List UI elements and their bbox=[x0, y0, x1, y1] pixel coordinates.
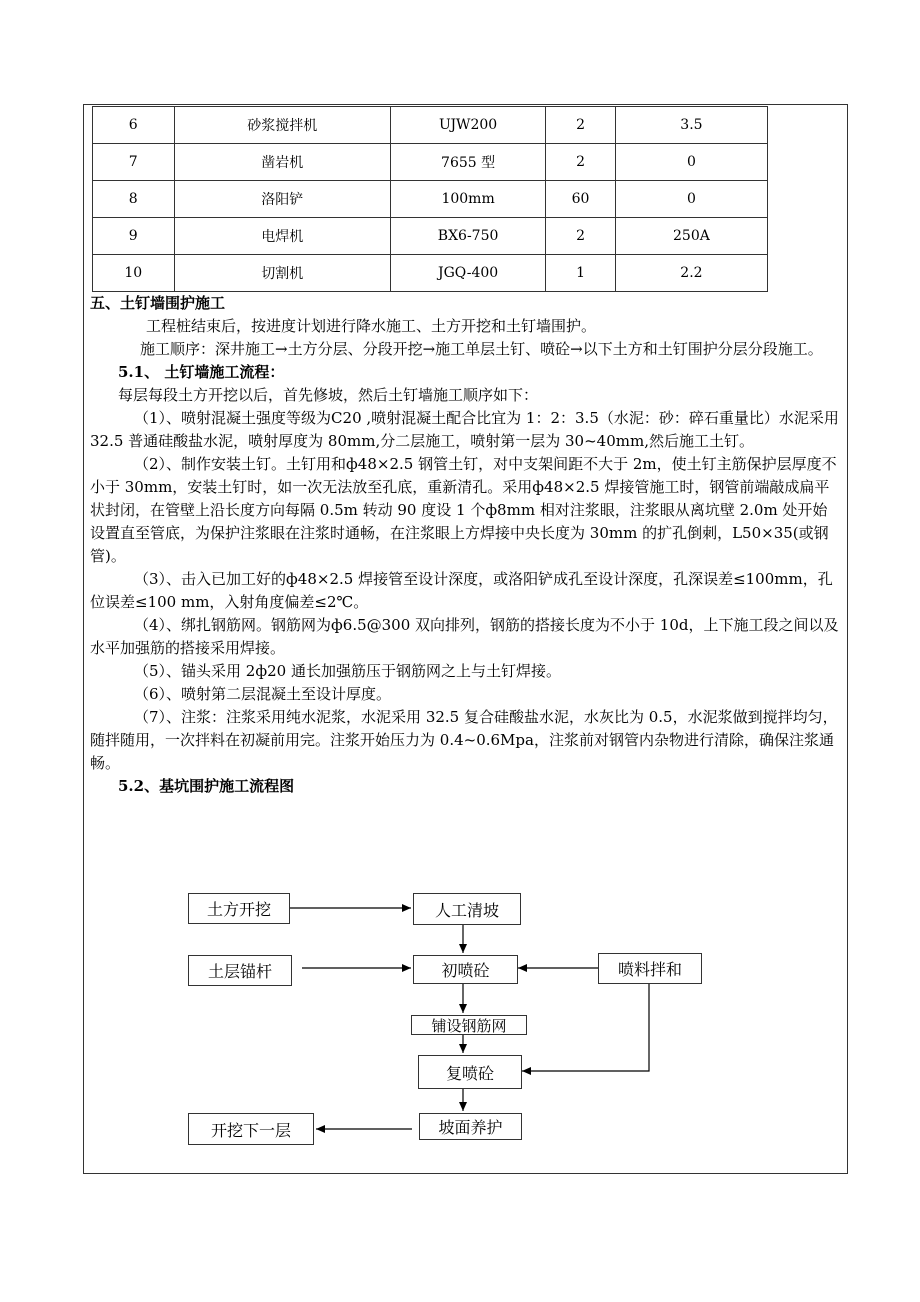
flow-box-excavate: 土方开挖 bbox=[188, 893, 290, 924]
cell-name: 砂浆搅拌机 bbox=[174, 107, 390, 144]
cell-model: 100mm bbox=[390, 181, 545, 218]
step-5: （5）、锚头采用 2ф20 通长加强筋压于钢筋网之上与土钉焊接。 bbox=[134, 662, 561, 680]
cell-qty: 2 bbox=[546, 218, 616, 255]
flow-box-mix: 喷料拌和 bbox=[598, 953, 702, 984]
step-4: （4）、绑扎钢筋网。钢筋网为ф6.5@300 双向排列，钢筋的搭接长度为不小于 10d，上下施工段之间以及水平加强筋的搭接采用焊接。 bbox=[90, 616, 839, 657]
section-5-paragraph-1: 工程桩结束后，按进度计划进行降水施工、土方开挖和土钉墙围护。 bbox=[146, 317, 597, 335]
flow-box-next-layer: 开挖下一层 bbox=[188, 1113, 314, 1145]
cell-qty: 1 bbox=[546, 255, 616, 292]
section-5-title: 五、土钉墙围护施工 bbox=[90, 294, 226, 312]
cell-qty: 60 bbox=[546, 181, 616, 218]
cell-model: BX6-750 bbox=[390, 218, 545, 255]
cell-no: 7 bbox=[93, 144, 175, 181]
step-3: （3）、击入已加工好的ф48×2.5 焊接管至设计深度，或洛阳铲成孔至设计深度，孔深误差≤100mm，孔位误差≤100 mm，入射角度偏差≤2℃。 bbox=[90, 570, 833, 611]
cell-power: 2.2 bbox=[615, 255, 767, 292]
section-5-1-intro: 每层每段土方开挖以后，首先修坡，然后土钉墙施工顺序如下： bbox=[118, 386, 539, 404]
section-5-1-title: 5.1、 土钉墙施工流程： bbox=[118, 363, 285, 381]
cell-no: 9 bbox=[93, 218, 175, 255]
section-5-2-title: 5.2、基坑围护施工流程图 bbox=[118, 777, 295, 795]
cell-name: 洛阳铲 bbox=[174, 181, 390, 218]
cell-no: 6 bbox=[93, 107, 175, 144]
flow-box-soil-anchor: 土层锚杆 bbox=[188, 955, 292, 986]
flow-box-first-spray: 初喷砼 bbox=[413, 955, 518, 984]
step-7: （7）、注浆：注浆采用纯水泥浆，水泥采用 32.5 复合硅酸盐水泥，水灰比为 0.5，水泥浆做到搅拌均匀，随拌随用，一次拌料在初凝前用完。注浆开始压力为 0.4~0.6Mpa，注浆前对钢管内杂物进行清除，确保注浆通畅。 bbox=[90, 708, 838, 772]
cell-qty: 2 bbox=[546, 144, 616, 181]
step-1: （1）、喷射混凝土强度等级为C20 ,喷射混凝土配合比宜为 1：2：3.5（水泥：砂：碎石重量比）水泥采用 32.5 普通硅酸盐水泥，喷射厚度为 80mm,分二层施工，喷射第一层为 30~40mm,然后施工土钉。 bbox=[90, 409, 839, 450]
cell-model: JGQ-400 bbox=[390, 255, 545, 292]
step-6: （6）、喷射第二层混凝土至设计厚度。 bbox=[134, 685, 392, 703]
cell-no: 10 bbox=[93, 255, 175, 292]
cell-no: 8 bbox=[93, 181, 175, 218]
cell-name: 切割机 bbox=[174, 255, 390, 292]
flow-box-manual-slope: 人工清坡 bbox=[413, 893, 521, 925]
cell-power: 0 bbox=[615, 144, 767, 181]
arrow-mix-to-second-spray bbox=[522, 984, 649, 1071]
step-2: （2）、制作安装土钉。土钉用和ф48×2.5 钢管土钉，对中支架间距不大于 2m，使土钉主筋保护层厚度不小于 30mm，安装土钉时，如一次无法放至孔底，重新清孔。采用ф48×2.5 焊接管施工时，钢管前端敲成扁平状封闭，在管壁上沿长度方向每隔 0.5m 转动 90 度设 1 个ф8mm 相对注浆眼，注浆眼从离坑壁 2.0m 处开始设置直至管底，为保护注浆眼在注浆时通畅，在注浆眼上方焊接中央长度为 30mm 的扩孔倒刺，L50×35(或钢管)。 bbox=[90, 455, 837, 565]
section-5-paragraph-2: 施工顺序：深井施工→土方分层、分段开挖→施工单层土钉、喷砼→以下土方和土钉围护分层分段施工。 bbox=[140, 340, 823, 358]
cell-power: 250A bbox=[615, 218, 767, 255]
cell-model: 7655 型 bbox=[390, 144, 545, 181]
cell-name: 电焊机 bbox=[174, 218, 390, 255]
flow-box-curing: 坡面养护 bbox=[419, 1113, 522, 1140]
cell-name: 凿岩机 bbox=[174, 144, 390, 181]
cell-power: 0 bbox=[615, 181, 767, 218]
flow-box-second-spray: 复喷砼 bbox=[418, 1055, 522, 1089]
cell-qty: 2 bbox=[546, 107, 616, 144]
cell-model: UJW200 bbox=[390, 107, 545, 144]
flow-box-mesh: 铺设钢筋网 bbox=[411, 1015, 527, 1035]
cell-power: 3.5 bbox=[615, 107, 767, 144]
